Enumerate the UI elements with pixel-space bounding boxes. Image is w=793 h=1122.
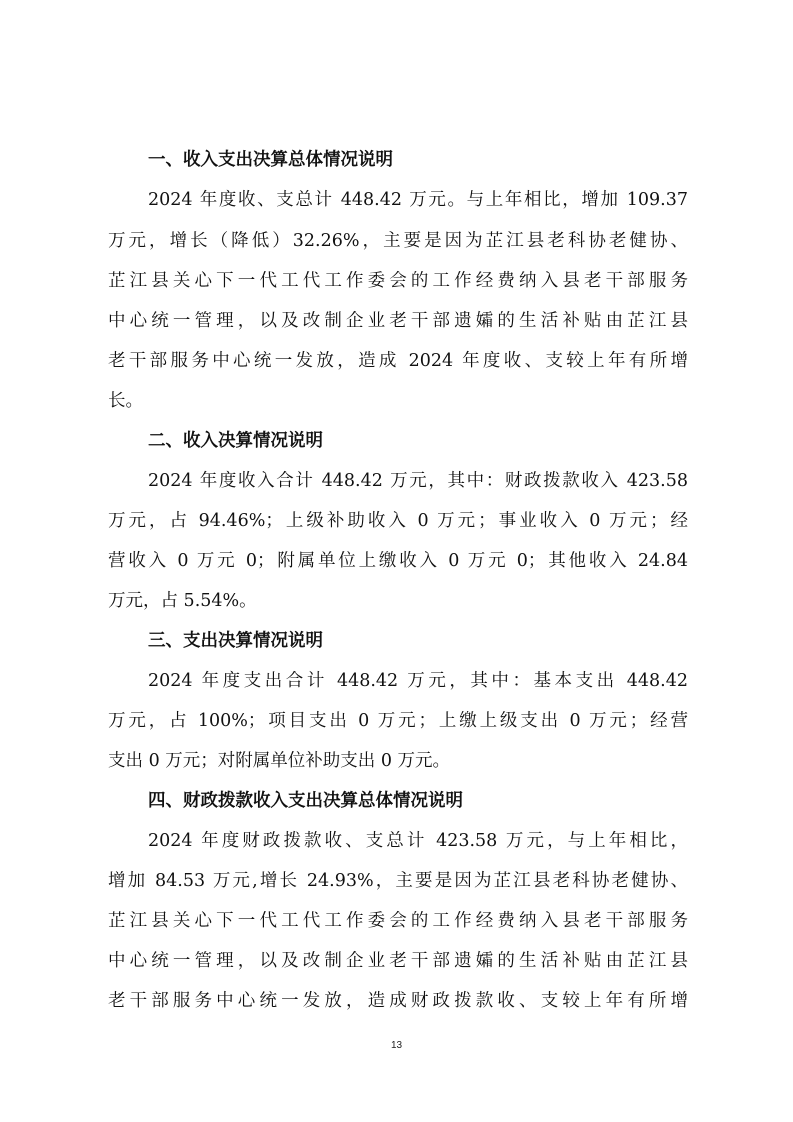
paragraph-line: 增加 84.53 万元,增长 24.93%，主要是因为芷江县老科协老健协、 — [108, 871, 688, 891]
section-heading-fiscal-appropriation: 四、财政拨款收入支出决算总体情况说明 — [148, 791, 463, 811]
paragraph-line: 老干部服务中心统一发放，造成 2024 年度收、支较上年有所增 — [108, 351, 688, 371]
paragraph-line: 2024 年度收入合计 448.42 万元，其中：财政拨款收入 423.58 — [148, 471, 688, 491]
paragraph-line: 营收入 0 万元 0；附属单位上缴收入 0 万元 0；其他收入 24.84 — [108, 551, 688, 571]
paragraph-line: 2024 年度收、支总计 448.42 万元。与上年相比，增加 109.37 — [148, 190, 688, 210]
paragraph-line: 芷江县关心下一代工代工作委会的工作经费纳入县老干部服务 — [108, 911, 688, 931]
paragraph-line: 支出 0 万元；对附属单位补助支出 0 万元。 — [108, 751, 451, 771]
paragraph-line: 长。 — [108, 391, 143, 411]
section-heading-income-expenditure-overview: 一、收入支出决算总体情况说明 — [148, 150, 393, 170]
page-number: 13 — [390, 1040, 403, 1051]
paragraph-line: 2024 年度支出合计 448.42 万元，其中：基本支出 448.42 — [148, 671, 688, 691]
paragraph-line: 2024 年度财政拨款收、支总计 423.58 万元，与上年相比， — [148, 831, 688, 851]
section-heading-income: 二、收入决算情况说明 — [148, 431, 323, 451]
paragraph-line: 万元，占 5.54%。 — [108, 591, 257, 611]
paragraph-line: 芷江县关心下一代工代工作委会的工作经费纳入县老干部服务 — [108, 271, 688, 291]
paragraph-line: 中心统一管理，以及改制企业老干部遗孀的生活补贴由芷江县 — [108, 951, 688, 971]
paragraph-line: 中心统一管理，以及改制企业老干部遗孀的生活补贴由芷江县 — [108, 311, 688, 331]
paragraph-line: 万元，占 100%；项目支出 0 万元；上缴上级支出 0 万元；经营 — [108, 711, 688, 731]
section-heading-expenditure: 三、支出决算情况说明 — [148, 631, 323, 651]
paragraph-line: 万元，增长（降低）32.26%，主要是因为芷江县老科协老健协、 — [108, 231, 688, 251]
paragraph-line: 万元，占 94.46%；上级补助收入 0 万元；事业收入 0 万元；经 — [108, 511, 688, 531]
paragraph-line: 老干部服务中心统一发放，造成财政拨款收、支较上年有所增 — [108, 991, 688, 1011]
